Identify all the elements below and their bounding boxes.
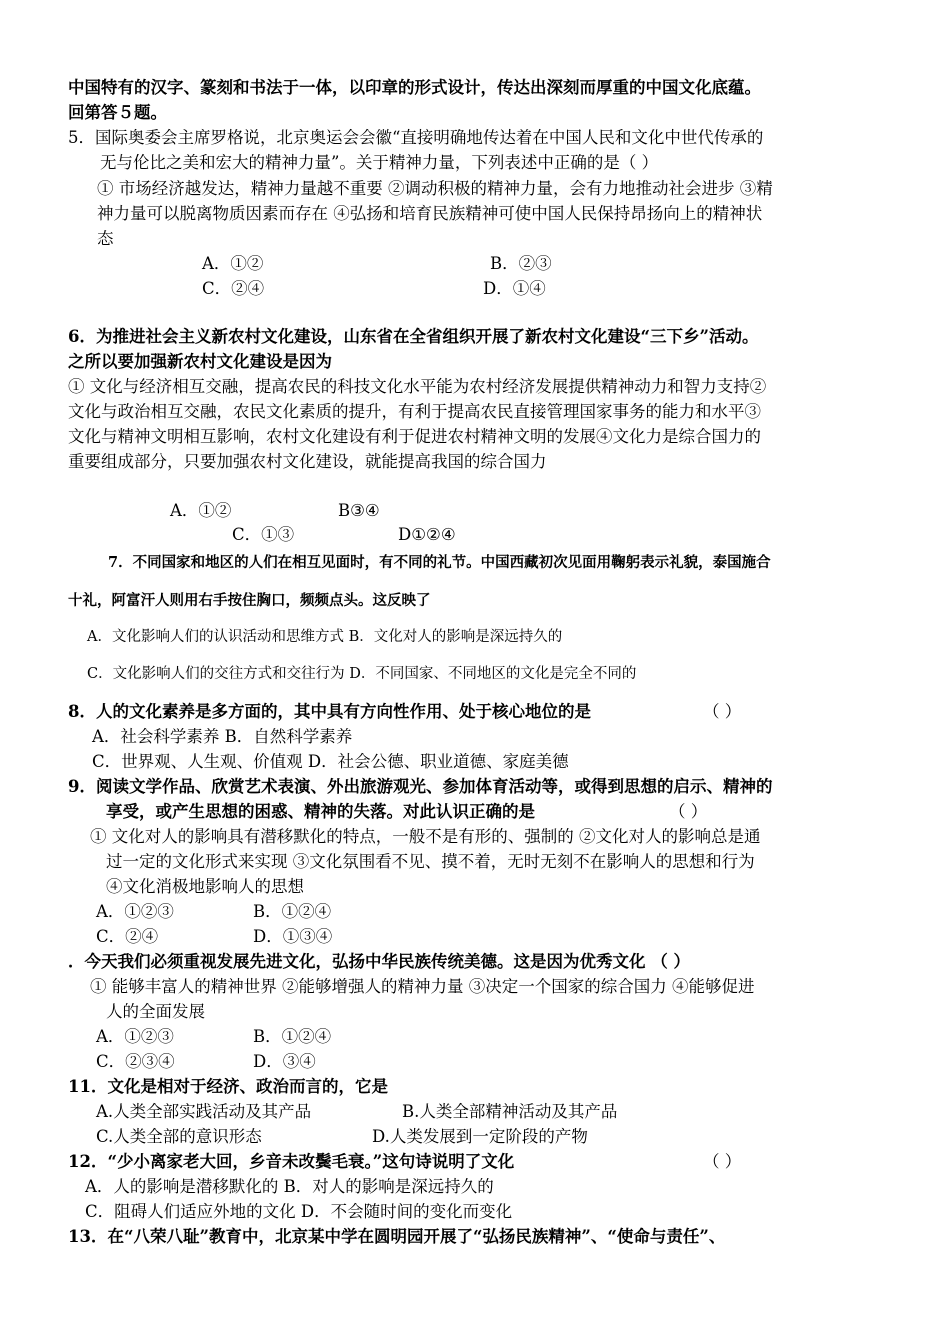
q6-option-d: D①②④ [398, 525, 456, 544]
q11-stem: 11．文化是相对于经济、政治而言的，它是 [68, 1077, 388, 1096]
q10-option-b: B．①②④ [253, 1027, 332, 1046]
q7-options-ab: A．文化影响人们的认识活动和思维方式 B．文化对人的影响是深远持久的 [87, 629, 563, 645]
q6-statement-line-2: 文化与政治相互交融，农民文化素质的提升，有利于提高农民直接管理国家事务的能力和水平③ [68, 402, 761, 421]
q5-option-c: C．②④ [202, 279, 265, 298]
q5-statement-line-1: ① 市场经济越发达，精神力量越不重要 ②调动积极的精神力量，会有力地推动社会进步 ③精 [97, 179, 773, 198]
q13-stem: 13．在“八荣八耻”教育中，北京某中学在圆明园开展了“弘扬民族精神”、“使命与责任”、 [68, 1227, 726, 1246]
q6-option-a: A．①② [170, 501, 232, 520]
q9-option-c: C．②④ [96, 927, 159, 946]
q7-options-cd: C．文化影响人们的交往方式和交往行为 D．不同国家、不同地区的文化是完全不同的 [87, 666, 637, 682]
q6-statement-line-1: ① 文化与经济相互交融，提高农民的科技文化水平能为农村经济发展提供精神动力和智力支持② [68, 377, 767, 396]
q8-answer-blank: （ ） [703, 702, 742, 721]
q6-stem-line-2: 之所以要加强新农村文化建设是因为 [68, 352, 332, 371]
q12-answer-blank: （ ） [703, 1152, 742, 1171]
q9-answer-blank: （ ） [669, 802, 708, 821]
q12-stem: 12．“少小离家老大回，乡音未改鬓毛衰。”这句诗说明了文化 [68, 1152, 515, 1171]
q11-option-d: D.人类发展到一定阶段的产物 [372, 1127, 588, 1146]
q5-statement-line-2: 神力量可以脱离物质因素而存在 ④弘扬和培育民族精神可使中国人民保持昂扬向上的精神状 [97, 204, 763, 223]
q9-stem-line-2: 享受，或产生思想的困惑、精神的失落。对此认识正确的是 [106, 802, 535, 821]
q12-options-ab: A．人的影响是潜移默化的 B．对人的影响是深远持久的 [85, 1177, 494, 1196]
q11-option-a: A.人类全部实践活动及其产品 [96, 1102, 312, 1121]
q10-stem: ．今天我们必须重视发展先进文化，弘扬中华民族传统美德。这是因为优秀文化 （ ） [68, 952, 690, 971]
q12-options-cd: C．阻碍人们适应外地的文化 D．不会随时间的变化而变化 [85, 1202, 513, 1221]
q10-option-c: C．②③④ [96, 1052, 175, 1071]
q5-option-b: B．②③ [490, 254, 552, 273]
q11-option-c: C.人类全部的意识形态 [96, 1127, 262, 1146]
q8-stem: 8．人的文化素养是多方面的，其中具有方向性作用、处于核心地位的是 [68, 702, 591, 721]
q11-option-b: B.人类全部精神活动及其产品 [402, 1102, 618, 1121]
q10-statement-line-2: 人的全面发展 [106, 1002, 205, 1021]
q6-option-b: B③④ [338, 501, 380, 520]
q5-option-d: D．①④ [483, 279, 546, 298]
q6-stem-line-1: 6．为推进社会主义新农村文化建设，山东省在全省组织开展了新农村文化建设“三下乡”活动。 [68, 327, 759, 346]
q6-option-c: C．①③ [232, 525, 295, 544]
q5-option-a: A．①② [202, 254, 264, 273]
q8-options-ab: A．社会科学素养 B．自然科学素养 [92, 727, 353, 746]
q9-statement-line-2: 过一定的文化形式来实现 ③文化氛围看不见、摸不着，无时无刻不在影响人的思想和行为 [106, 852, 755, 871]
q9-stem-line-1: 9．阅读文学作品、欣赏艺术表演、外出旅游观光、参加体育活动等，或得到思想的启示、精神的 [68, 777, 773, 796]
q6-statement-line-4: 重要组成部分，只要加强农村文化建设，就能提高我国的综合国力 [68, 452, 547, 471]
q5-stem-line-1: 5．国际奥委会主席罗格说，北京奥运会会徽“直接明确地传达着在中国人民和文化中世代传承的 [68, 128, 764, 147]
q7-stem-line-1: 7．不同国家和地区的人们在相互见面时，有不同的礼节。中国西藏初次见面用鞠躬表示礼貌，泰国施合 [108, 554, 771, 571]
q10-option-a: A．①②③ [96, 1027, 174, 1046]
q5-statement-line-3: 态 [97, 229, 114, 248]
q5-stem-line-2: 无与伦比之美和宏大的精神力量”。关于精神力量，下列表述中正确的是（ ） [100, 153, 659, 172]
q9-statement-line-1: ① 文化对人的影响具有潜移默化的特点，一般不是有形的、强制的 ②文化对人的影响总是通 [90, 827, 761, 846]
q9-option-b: B．①②④ [253, 902, 332, 921]
q10-option-d: D．③④ [253, 1052, 316, 1071]
q7-stem-line-2: 十礼，阿富汗人则用右手按住胸口，频频点头。这反映了 [68, 592, 431, 609]
q10-statement-line-1: ① 能够丰富人的精神世界 ②能够增强人的精神力量 ③决定一个国家的综合国力 ④能够促进 [90, 977, 755, 996]
q9-option-a: A．①②③ [96, 902, 174, 921]
intro-line-1: 中国特有的汉字、篆刻和书法于一体，以印章的形式设计，传达出深刻而厚重的中国文化底蕴。 [68, 78, 761, 97]
q6-statement-line-3: 文化与精神文明相互影响，农村文化建设有利于促进农村精神文明的发展④文化力是综合国力的 [68, 427, 761, 446]
q8-options-cd: C．世界观、人生观、价值观 D．社会公德、职业道德、家庭美德 [92, 752, 569, 771]
q9-statement-line-3: ④文化消极地影响人的思想 [106, 877, 304, 896]
q9-option-d: D．①③④ [253, 927, 333, 946]
intro-line-2: 回第答５题。 [68, 103, 167, 122]
